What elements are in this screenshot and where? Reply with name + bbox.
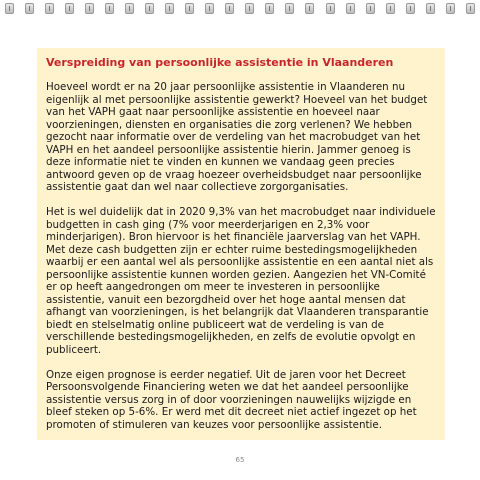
binding-ring-icon (65, 3, 74, 14)
binding-ring-icon (85, 3, 94, 14)
binding-ring-icon (145, 3, 154, 14)
binding-ring-icon (466, 3, 475, 14)
binding-ring-icon (105, 3, 114, 14)
section-title: Verspreiding van persoonlijke assistentie in Vlaanderen (46, 56, 394, 69)
binding-ring-icon (326, 3, 335, 14)
highlight-text-box (37, 48, 445, 440)
binding-ring-icon (165, 3, 174, 14)
binding-ring-icon (185, 3, 194, 14)
page-number: 65 (235, 456, 245, 464)
binding-ring-icon (386, 3, 395, 14)
binding-ring-icon (366, 3, 375, 14)
binding-ring-icon (406, 3, 415, 14)
spiral-binding (0, 0, 480, 20)
binding-ring-icon (265, 3, 274, 14)
binding-ring-icon (25, 3, 34, 14)
binding-ring-icon (45, 3, 54, 14)
binding-ring-icon (125, 3, 134, 14)
paragraph-budget: Het is wel duidelijk dat in 2020 9,3% van het macrobudget naar individuele budgetten in cash ging (7% voor meerderjarigen en 2,3% voor minderjarigen). Bron hiervoor is het financiële jaarverslag van het VAPH. Met deze cash budgetten zijn er echter ruime bestedingsmogelijkheden waarbij er een aantal wel als persoonlijke assistentie en een aantal niet als persoonlijke assistentie kunnen worden gezien. Aangezien het VN-Comité er op heeft aangedrongen om meer te investeren in persoonlijke assistentie, vanuit een bezorgdheid over het hoge aantal mensen dat afhangt van voorzieningen, is het belangrijk dat Vlaanderen transparantie biedt en stelselmatig online publiceert wat de verdeling is van de verschillende bestedingsmogelijkheden, en zelfs de evolutie opvolgt en publiceert. (46, 206, 436, 356)
binding-ring-icon (225, 3, 234, 14)
binding-ring-icon (245, 3, 254, 14)
binding-ring-icon (5, 3, 14, 14)
binding-ring-icon (446, 3, 455, 14)
paragraph-intro: Hoeveel wordt er na 20 jaar persoonlijke assistentie in Vlaanderen nu eigenlijk al met persoonlijke assistentie gewerkt? Hoeveel van het budget van het VAPH gaat naar persoonlijke assistentie en hoeveel naar voorzieningen, diensten en organisaties die zorg verlenen? We hebben gezocht naar informatie over de verdeling van het macrobudget van het VAPH en het aandeel persoonlijke assistentie hierin. Jammer genoeg is deze informatie niet te vinden en kunnen we vandaag geen precies antwoord geven op de vraag hoezeer overheidsbudget naar persoonlijke assistentie gaat dan wel naar collectieve zorgorganisaties. (46, 81, 428, 193)
binding-ring-icon (426, 3, 435, 14)
binding-ring-icon (305, 3, 314, 14)
binding-ring-icon (285, 3, 294, 14)
binding-ring-icon (205, 3, 214, 14)
paragraph-prognosis: Onze eigen prognose is eerder negatief. Uit de jaren voor het Decreet Persoonsvolgende Financiering weten we dat het aandeel persoonlijke assistentie versus zorg in of door voorzieningen nauwelijks wijzigde en bleef steken op 5-6%. Er werd met dit decreet niet actief ingezet op het promoten of stimuleren van keuzes voor persoonlijke assistentie. (46, 368, 417, 431)
binding-ring-icon (346, 3, 355, 14)
